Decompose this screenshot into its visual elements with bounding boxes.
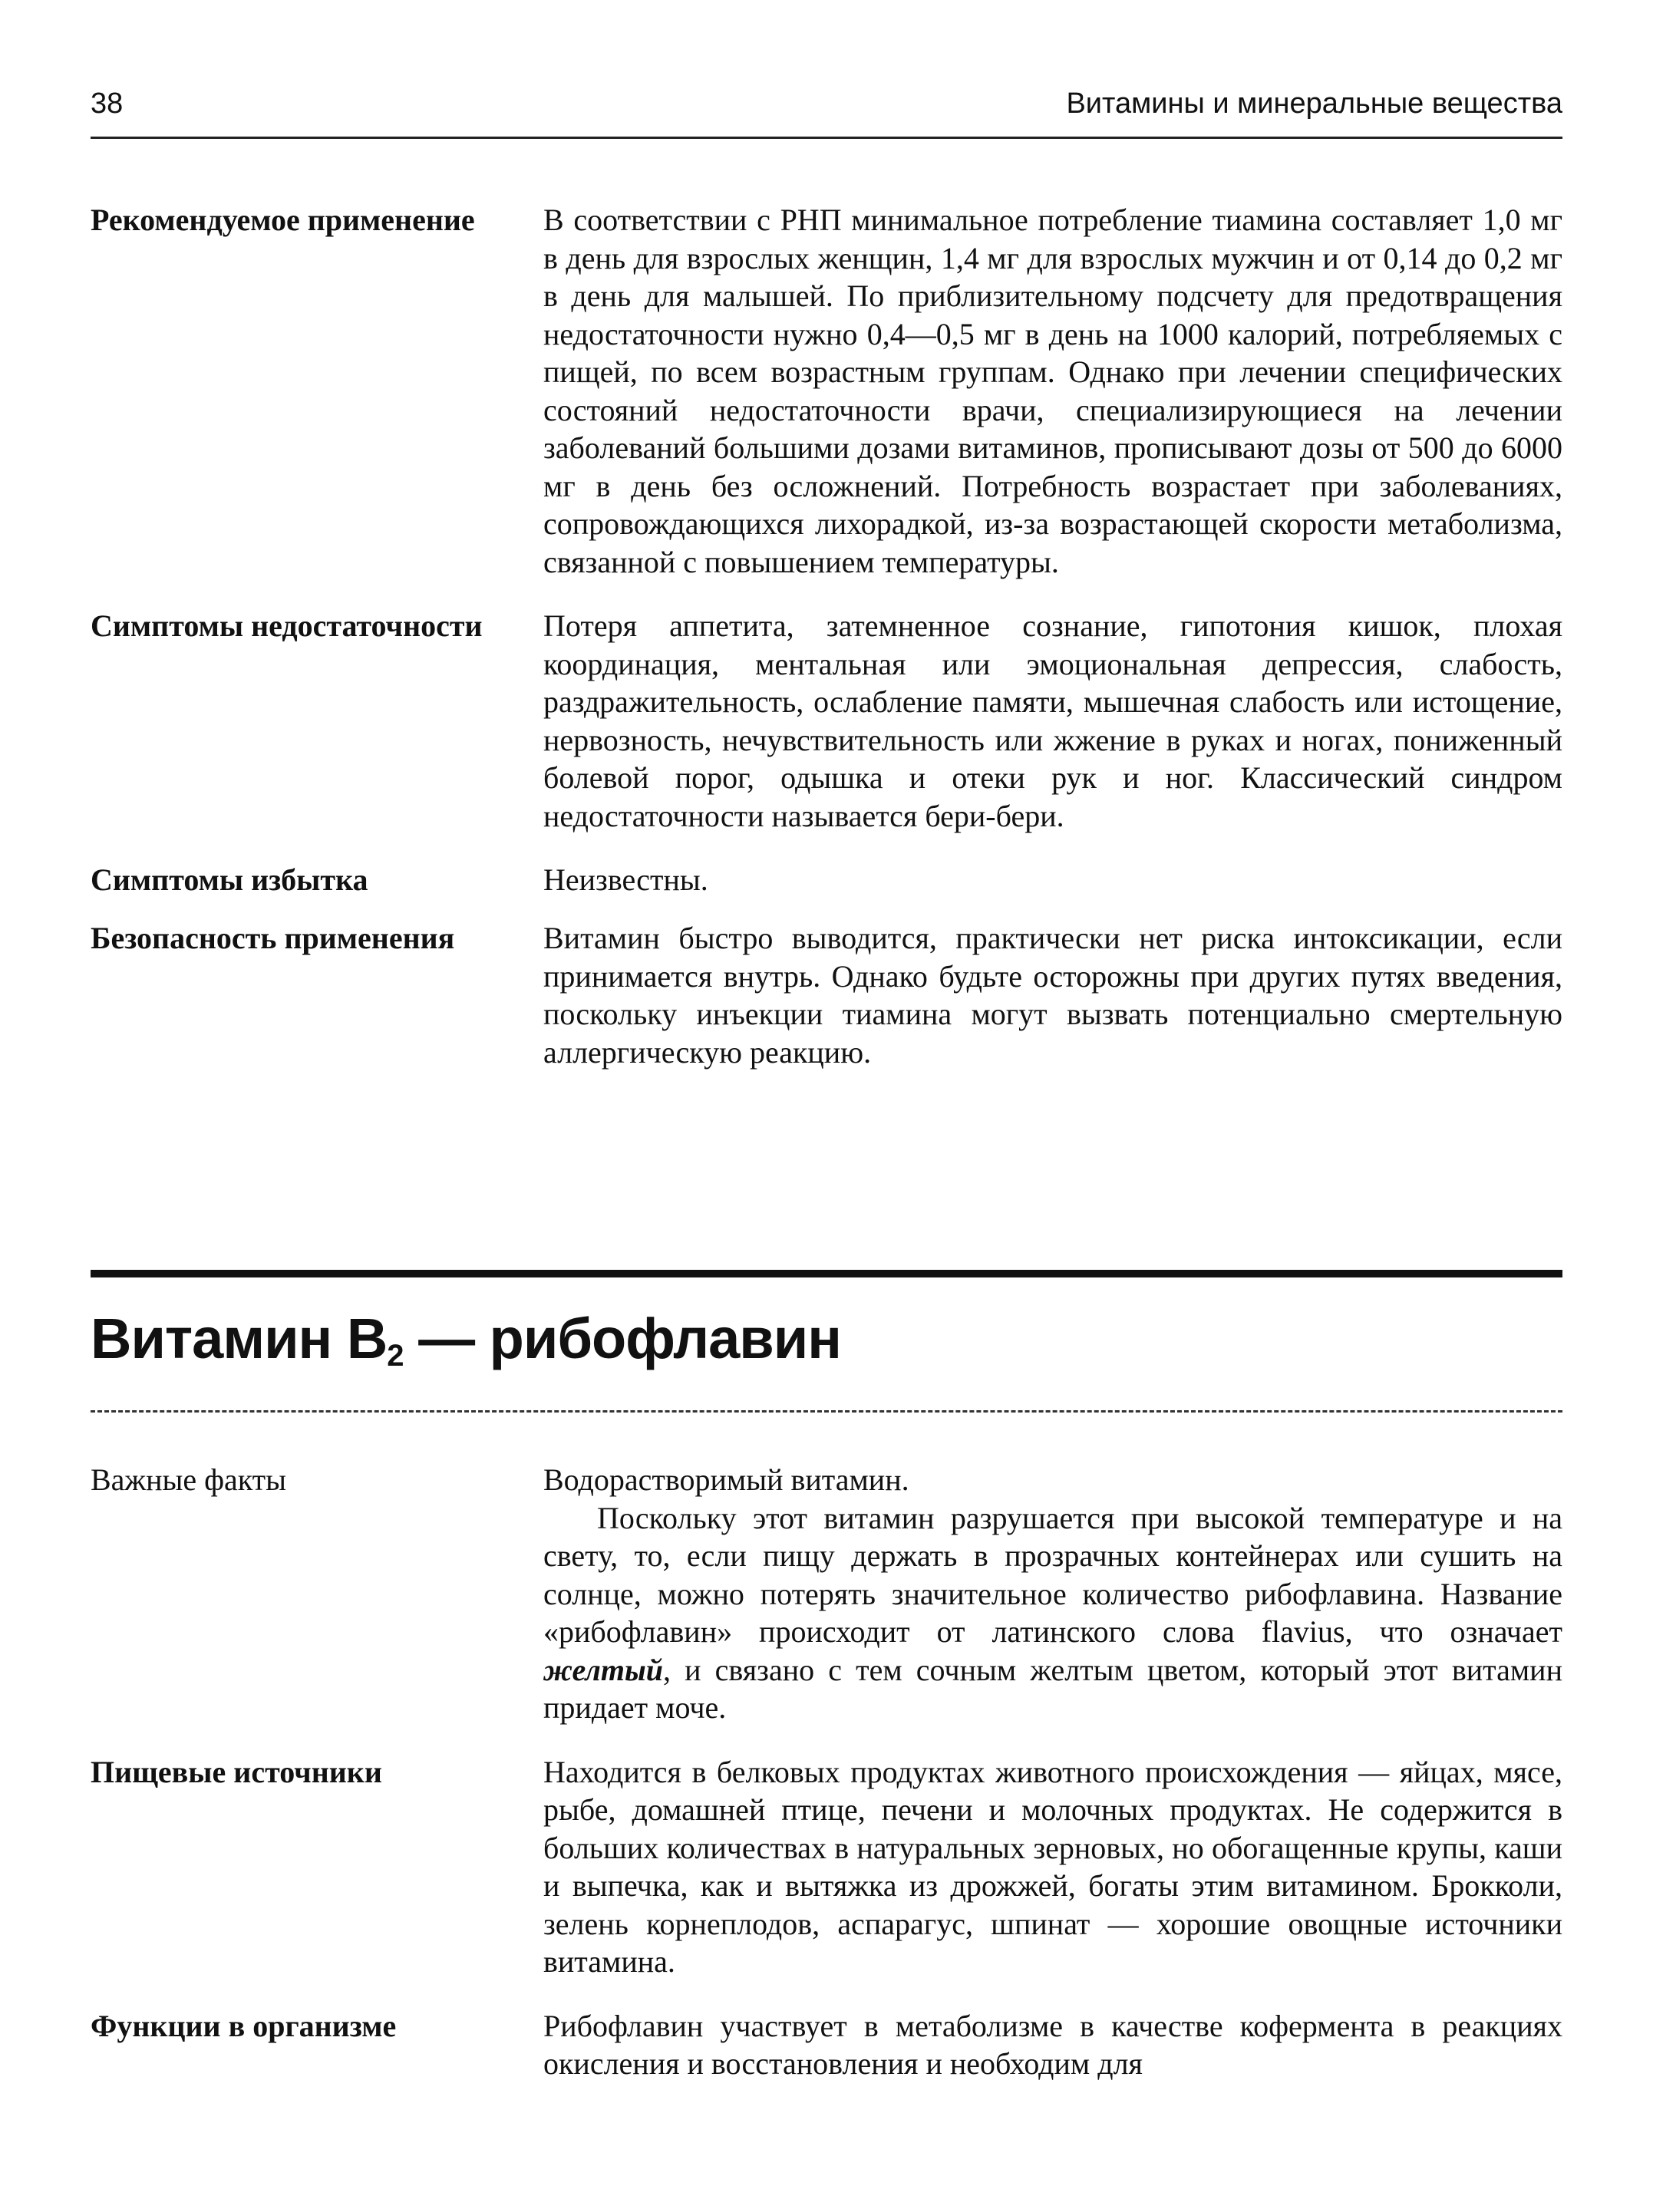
section-rule-top [91,1270,1562,1277]
row-label: Симптомы избытка [91,862,368,897]
row-text: В соответствии с РНП минимальное потребление тиамина составляет 1,0 мг в день для взрослых женщин, 1,4 мг для взрослых мужчин и от 0,14 до 0,2 мг в день для малышей. По приблизительному подсчету для предотвращения недостаточности нужно 0,4—0,5 мг в день на 1000 калорий, потребляемых с пищей, по всем возрастным группам. Однако при лечении специфических состояний недостаточности врачи, специализирующиеся на лечении заболеваний большими дозами витаминов, прописывают дозы от 500 до 6000 мг в день без осложнений. Потребность возрастает при заболеваниях, сопровождающихся лихорадкой, из-за возрастающей скорости метаболизма, связанной с повышением температуры. [543,203,1562,579]
facts-paragraph [543,1499,1562,1727]
row-label: Рекомендуемое применение [91,203,475,237]
facts-text-a: Поскольку этот витамин разрушается при высокой температуре и на свету, то, если пищу держать в прозрачных контейнерах или сушить на солнце, можно потерять значительное количество рибофлавина. Название «рибофлавин» происходит от латинского слова flavius, что означает [543,1500,1562,1649]
running-title: Витамины и минеральные вещества [1066,87,1562,120]
table-row [91,861,1562,899]
section-title-prefix: Витамин B [91,1307,388,1370]
header-rule [91,137,1562,139]
table-row [91,201,1562,581]
section-title [91,1304,841,1390]
facts-emphasis: желтый [543,1652,663,1687]
row-label: Симптомы недостаточности [91,608,483,643]
table-row [91,607,1562,835]
thiamine-table [91,201,1562,1097]
section-title-suffix: — рибофлавин [403,1307,841,1370]
row-text: Находится в белковых продуктах животного происхождения — яйцах, мясе, рыбе, домашней птице, печени и молочных продуктах. Не содержится в больших количествах в натуральных зерновых, но обогащенные крупы, каши и выпечка, как и вытяжка из дрожжей, богаты этим витамином. Брокколи, зелень корнеплодов, аспарагус, шпинат — хорошие овощные источники витамина. [543,1754,1562,1979]
row-label: Безопасность применения [91,921,455,955]
row-text [543,1461,1562,1727]
row-label: Важные факты [91,1462,287,1497]
running-head [91,83,1562,129]
table-row [91,1461,1562,1727]
facts-text-b: , и связано с тем сочным желтым цветом, который этот витамин придает моче. [543,1652,1562,1725]
section-title-subscript: 2 [387,1339,404,1373]
page-number: 38 [91,87,124,120]
row-text: Потеря аппетита, затемненное сознание, гипотония кишок, плохая координация, ментальная или эмоциональная депрессия, слабость, раздражительность, ослабление памяти, мышечная слабость или истощение, нервозность, нечувствительность или жжение в руках и ногах, пониженный болевой порог, одышка и отеки рук и ног. Классический синдром недостаточности называется бери-бери. [543,608,1562,833]
table-row [91,2007,1562,2083]
row-text: Витамин быстро выводится, практически нет риска интоксикации, если принимается внутрь. Однако будьте осторожны при других путях введения, поскольку инъекции тиамина могут вызвать потенциально смертельную аллергическую реакцию. [543,921,1562,1070]
table-row [91,1753,1562,1981]
row-text: Рибофлавин участвует в метаболизме в качестве кофермента в реакциях окисления и восстановления и необходим для [543,2008,1562,2081]
riboflavin-table [91,1461,1562,2109]
section-rule-bottom [91,1410,1562,1413]
row-text: Неизвестны. [543,862,708,897]
table-row [91,919,1562,1071]
row-label: Функции в организме [91,2008,397,2043]
row-label: Пищевые источники [91,1754,382,1789]
facts-line: Водорастворимый витамин. [543,1462,909,1497]
